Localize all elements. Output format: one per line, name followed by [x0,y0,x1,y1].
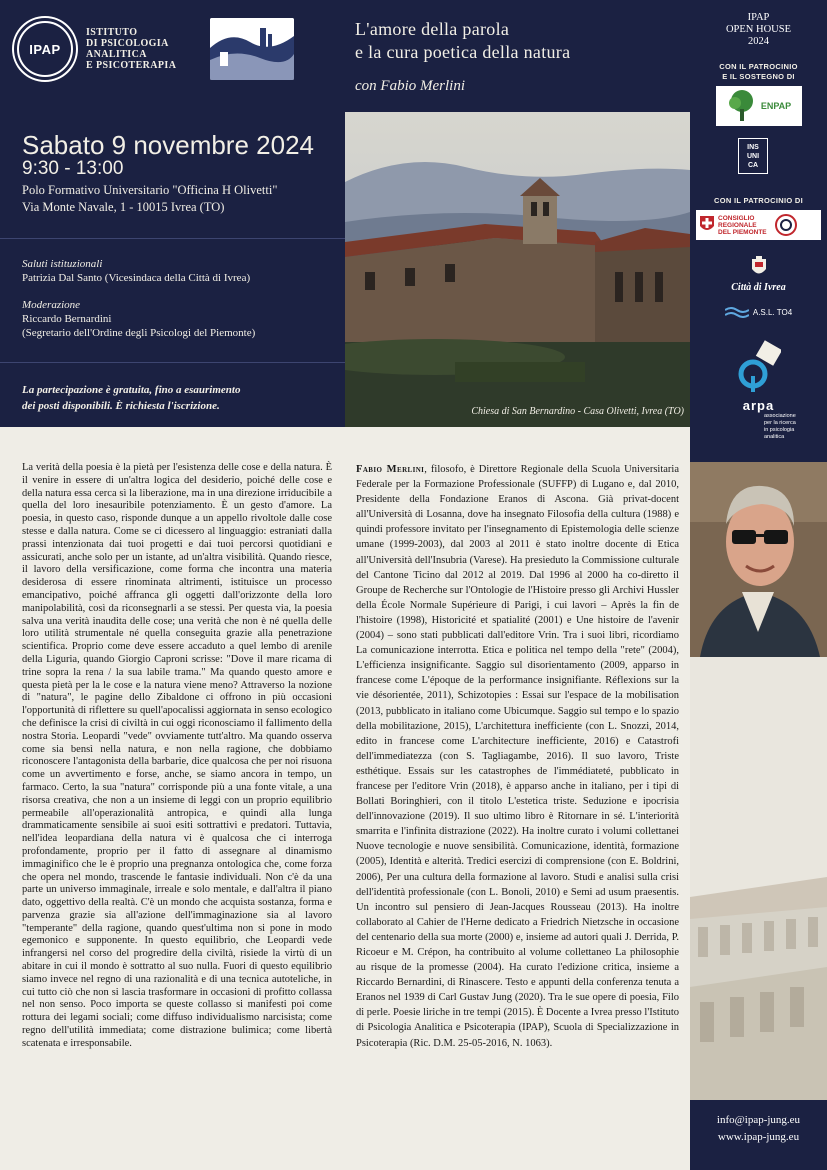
consiglio-logo: CONSIGLIO REGIONALE DEL PIEMONTE [696,210,821,240]
event-venue: Polo Formativo Universitario "Officina H Olivetti" Via Monte Navale, 1 - 10015 Ivrea (TO) [22,183,278,214]
divider [0,238,345,239]
church-photo [345,112,690,427]
greetings-block: Saluti istituzionali Patrizia Dal Santo (Vicesindaca della Città di Ivrea) [22,258,251,284]
ordine-psicologi-icon [737,340,781,392]
contact-panel [690,1100,827,1170]
ipap-seal-icon: IPAP [14,18,76,80]
piemonte-shield-icon [700,216,714,234]
patronage-label: CON IL PATROCINIO E IL SOSTEGNO DI [719,62,798,81]
contact-email[interactable]: info@ipap-jung.eu [716,1114,801,1126]
wave-icon [725,306,749,318]
event-info-panel [0,0,345,427]
insunica-logo: INS UNI CA [738,138,768,174]
institute-name: ISTITUTO DI PSICOLOGIA ANALITICA E PSICOTERAPIA [86,27,177,71]
institute-logo [14,18,294,80]
author-name: Fabio Merlini [356,464,425,475]
enpap-logo: ENPAP [716,86,802,126]
page-title: L'amore della parola e la cura poetica della natura [355,19,571,62]
title-panel [345,0,690,112]
participation-note: La partecipazione è gratuita, fino a esaurimento dei posti disponibili. È richiesta l'iscrizione. [22,384,241,412]
arpa-logo: arpa associazione per la ricerca in psicologia analitica [742,398,796,440]
moderation-block: Moderazione Riccardo Bernardini (Segretario dell'Ordine degli Psicologi del Piemonte) [22,299,256,339]
author-bio: Fabio Merlini, filosofo, è Direttore Regionale della Scuola Universitaria Federale per la Formazione Professionale (SUFFP) di Lugano e, dal 2010, Presidente della Fondazione Eranos di Ascona. Già privat-docent all'Università di Losanna, dove ha insegnato Filosofia della cultura (1988) e quindi professore invitato per l'insegnamento di Epistemologia delle scienze umane (1999-2003), dal 2003 al 2011 è stato inoltre docente di Etica all'Università dell'Insubria (Varese). Ha presieduto la Commissione culturale del Cantone Ticino dal 2012 al 2019. Dal 1996 al 2000 ha co-diretto il Groupe de Recherche sur l'Ontologie de l'Histoire presso gli Archivi Hussler della École Normale Supérieure di Parigi, i cui lavori – Après la fin de l'histoire (1998), Historicité et spatialité (2001) e Une histoire de l'avenir (2004) – sono stati pubblicati dall'editore Vrin. Tra i suoi libri, ricordiamo La comunicazione interrotta. Etica e politica nel tempo della "rete" (2004), L'efficienza insignificante. Saggio sul disorientamento (2009, apparso in francese come L'époque de la performance insignifiante. Réflexions sur la vie désorientée, 2011), Schizotopies : Essai sur l'espace de la mobilisation (2013, pubblicato in italiano come Ubicumque. Saggio sul tempo e lo spazio della mobilitazione, 2015), L'architettura inefficiente (con L. Snozzi, 2014, edito in francese come L'architecture inefficiente, 2016) e Catastrofi dell'immediatezza (con S. Tagliagambe, 2016). Il suo lavoro, Triste esthétique. Essais sur les catastrophes de l'immédiateté, pubblicato in francese per l'editore Vrin (2018), è apparso anche in italiano, per i tipi di Bollati Boringhieri, con il titolo L'estetica triste. Seduzione e ipocrisia dell'innovazione (2019). Il suo ultimo libro è Ritornare in sé. L'interiorità smarrita e l'infinita distrazione (2022). Ha inoltre curato i volumi collettanei Nuove tecnologie e nuove sensibilità. Comunicazione, identità, formazione (2005), Identità e alterità. Tredici esercizi di comprensione (con E. Boldrini, 2006), Per una cultura della formazione al lavoro. Studi e analisi sulla crisi dell'identità professionale (con L. Bonoli, 2010) e Semi ad usum praesentis. Un incontro sul pensiero di Jean-Jacques Rousseau (2013). Ha inoltre collaborato al Cahier de l'Herne dedicato a Friedrich Nietzsche in occasione del centenario della sua morte (2000) e, insieme ad autori quali J. Derrida, P. Ricoeur e M. Crépon, ha contribuito al volume collettaneo La philosophie au risque de la promesse (2004). Ha curato l'edizione critica, insieme a Riccardo Bernardini, di Rinascere. Testo e appunti della conferenza tenuta a Eranos nel 1939 di Carl Gustav Jung (2020). Tra le sue opere di poesia, Filo di perle. Poesie liriche in tre tempi (2015). È Docente a Ivrea presso l'Istituto di Psicologia Analitica e Psicoterapia (IPAP), Scuola di Specializzazione in Psicoterapia (Ric. D.M. 25-05-2016, N. 1063). [356,464,679,1049]
open-house-title: IPAP OPEN HOUSE 2024 [725,12,792,47]
church-photo-image [345,112,690,427]
city-crest-icon [751,256,767,278]
abstract-text: La verità della poesia è la pietà per l'esistenza delle cose e della natura. È il venire in essere di un'altra logica del desiderio, poiché delle cose e della natura essa cerca sì la liberazione, ma in una direzione irriducibile a quella del loro inesauribile potenziamento. È un gesto d'amore. La poesia, in questo caso, risponde dunque a un appello rivoltole dalle cose stesse e dalla natura. Come se ci dicessero al linguaggio: estraniati dalla prassi intenzionata dai tuoi progetti e dai tuoi percorsi quotidiani e assicurati, anche solo per un istante, ad un'altra visibilità. Quando riesce, il lavoro della versificazione, come forma che incontra una materia desiderosa di essere rinominata altrimenti, istituisce un processo emancipativo, poiché affranca gli oggetti dall'orizzonte della loro manipolabilità, così da riconsegnarli a se stessi. Per questa via, la poesia salva una verità inaudita delle cose; una verità che non è né quella delle loro utilità strumentale né quella conseguita grazie alla penetrazione scientifica. Proprio come deve essere accaduto a quel lembo di arenile della Liguria, quando Giorgio Caproni scrisse: "Dove il mare ricama di trine sopra la rena / la sua labile trama." Ma quando questo amore e questa pietà per la le cose e la natura viene meno? Attraverso la nozione di "natura", le pagine dello Zibaldone ci offrono in più occasioni l'opportunità di riflettere su quell'apocalissi aggiornata in senso ecologico che definisce la crisi di civiltà in cui oggi riconosciamo il fallimento della nostra Storia. Leopardi "vede" ovviamente tutt'altro. Ma quando osserva come sia bensì nella natura, e non nella ragione, che dobbiamo riconoscere l'antagonista della barbarie, dice qualcosa che per noi risuona come un avvertimento e forse, anche, se siamo ancora in tempo, un farmaco. Certo, la sua "natura" corrisponde più a una fonte vitale, a una risorsa creativa, che non a un insieme di leggi con un proprio equilibrio permeabile all'operazionalità antropica, e quindi alla lunga drammaticamente sensibile ai suoi esiti sottrattivi e predatori. Tuttavia, nell'idea leopardiana della natura vi è qualcosa che ci interroga profondamente, proprio per il fatto di assegnare al dinamismo immaginifico che le è proprio una pregnanza ontologica che, come forza che opera nel mondo, trascende le fantasie individuali. Non c'è da una parte un universo immaginale, irreale e solo mentale, e dall'altra il piano dato, oggettivo della realtà. C'è un mondo che acquista sostanza, forma e parvenza grazie sia all'azione dell'immaginazione sia al lavoro "temperante" della ragione, quando quest'ultima non si pone in modo egemonico e supponente. In questo equilibrio, che Leopardi vede infrangersi nel corso del progredire della civiltà, risiede la virtù di un abitare in cui il mondo è sottratto al suo nulla. Fuori di questo equilibrio siamo invece nel regno di una razionalità e di una tecnica autoteliche, in cui tutto ciò che non si lascia trasformare in occasioni di profitto collassa nel non senso. Poco importa se queste collasso si manifesti poi come rottura dei legami sociali; come diffuso individualismo narcisista; come regno dell'utilità immediata; come distrazione bulimica; come libertà scatenata e irresponsabile. [22,462,332,1049]
portrait-image [690,462,827,657]
contact-website[interactable]: www.ipap-jung.eu [717,1131,800,1143]
event-date: Sabato 9 novembre 2024 [22,130,314,160]
author-portrait [690,462,827,657]
event-time: 9:30 - 13:00 [22,158,124,179]
asl-logo: A.S.L. TO4 [690,306,827,318]
citta-ivrea-logo: Città di Ivrea [690,256,827,293]
page-subtitle: con Fabio Merlini [355,78,465,94]
cloister-image [690,657,827,1100]
photo-caption: Chiesa di San Bernardino - Casa Olivetti, Ivrea (TO) [471,406,684,417]
sponsor-sidebar [690,0,827,462]
cloister-drawing [690,657,827,1100]
ordine-logo [690,340,827,392]
tree-icon [727,89,757,123]
divider [0,362,345,363]
anniversary-badge-icon [775,214,797,236]
patronage2-label: CON IL PATROCINIO DI [714,196,803,205]
landscape-logo-icon [210,18,294,80]
